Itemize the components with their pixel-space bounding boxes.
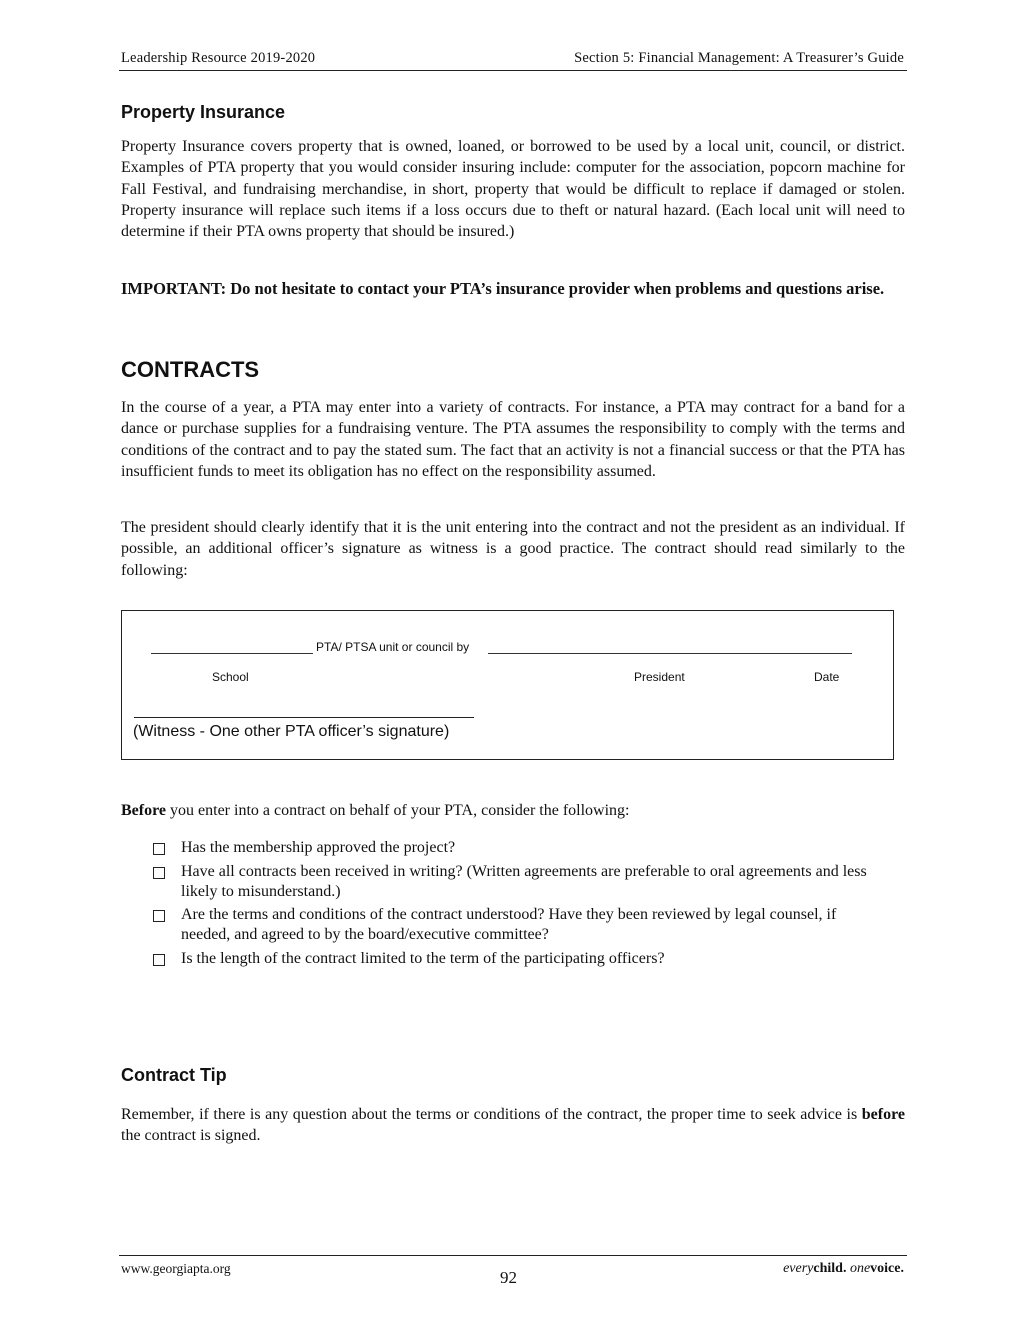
witness-label: (Witness - One other PTA officer’s signature)	[133, 723, 450, 740]
checklist-item-text: Is the length of the contract limited to the term of the participating officers?	[181, 950, 665, 967]
label-president: President	[634, 670, 685, 684]
checklist-item	[153, 839, 903, 860]
slogan-one: one	[849, 1261, 871, 1276]
contract-tip-text-b: the contract is signed.	[121, 1127, 261, 1145]
checklist-item	[153, 950, 903, 971]
slogan-every: every	[783, 1261, 814, 1276]
footer-slogan	[783, 1261, 904, 1277]
checkbox-icon[interactable]	[153, 867, 165, 879]
label-school: School	[212, 670, 249, 684]
label-date: Date	[814, 670, 840, 684]
contracts-paragraph-2: The president should clearly identify that it is the unit entering into the contract and not the president as an individual. If possible, an additional officer’s signature as witness is a good practice. The contract should read similarly to the following:	[121, 519, 905, 579]
president-date-signature-line	[488, 653, 852, 654]
important-notice: IMPORTANT: Do not hesitate to contact your PTA’s insurance provider when problems and questions arise.	[121, 279, 885, 298]
contract-tip-bold: before	[861, 1106, 905, 1123]
contracts-heading: CONTRACTS	[121, 357, 260, 382]
checkbox-icon[interactable]	[153, 843, 165, 855]
contract-tip-heading: Contract Tip	[121, 1065, 227, 1085]
checklist-item	[153, 863, 903, 900]
checklist-item-text: Are the terms and conditions of the contract understood? Have they been reviewed by legal counsel, if needed, and agreed to by the board/executive committee?	[181, 906, 837, 943]
checklist-item-text: Have all contracts been received in writing? (Written agreements are preferable to oral agreements and less likely to misunderstand.)	[181, 863, 867, 900]
before-rest: you enter into a contract on behalf of your PTA, consider the following:	[166, 802, 630, 819]
header-right: Section 5: Financial Management: A Treasurer’s Guide	[574, 50, 904, 66]
before-intro	[121, 802, 630, 820]
witness-signature-line	[134, 717, 474, 718]
signature-middle-text: PTA/ PTSA unit or council by	[316, 640, 470, 654]
checkbox-icon[interactable]	[153, 954, 165, 966]
school-signature-line	[151, 653, 313, 654]
contract-tip-text	[121, 1104, 905, 1147]
footer-website[interactable]: www.georgiapta.org	[121, 1261, 231, 1276]
header-rule	[119, 70, 907, 71]
property-insurance-paragraph: Property Insurance covers property that is owned, loaned, or borrowed to be used by a local unit, council, or district. Examples of PTA property that you would consider insuring include: computer for the association, popcorn machine for Fall Festival, and fundraising merchandise, in short, property that would be difficult to replace if damaged or stolen. Property insurance will replace such items if a loss occurs due to theft or natural hazard. (Each local unit will need to determine if their PTA owns property that should be insured.)	[121, 138, 905, 241]
header-left: Leadership Resource 2019-2020	[121, 50, 316, 66]
slogan-child: child.	[813, 1261, 847, 1276]
slogan-voice: voice.	[870, 1261, 904, 1276]
checklist-item-text: Has the membership approved the project?	[181, 839, 456, 856]
contracts-paragraph-1: In the course of a year, a PTA may enter into a variety of contracts. For instance, a PTA may contract for a band for a dance or purchase supplies for a fundraising venture. The PTA assumes the responsibility to comply with the terms and conditions of the contract and to pay the stated sum. The fact that an activity is not a financial success or that the PTA has insufficient funds to meet its obligation has no effect on the responsibility assumed.	[121, 399, 905, 480]
page-number: 92	[500, 1268, 517, 1287]
checklist-item	[153, 906, 903, 943]
contract-tip-text-a: Remember, if there is any question about the terms or conditions of the contract, the proper time to seek advice is	[121, 1106, 862, 1123]
footer-rule	[119, 1255, 907, 1256]
signature-box	[121, 610, 894, 760]
property-insurance-heading: Property Insurance	[121, 102, 286, 122]
before-bold: Before	[121, 802, 167, 819]
checkbox-icon[interactable]	[153, 910, 165, 922]
